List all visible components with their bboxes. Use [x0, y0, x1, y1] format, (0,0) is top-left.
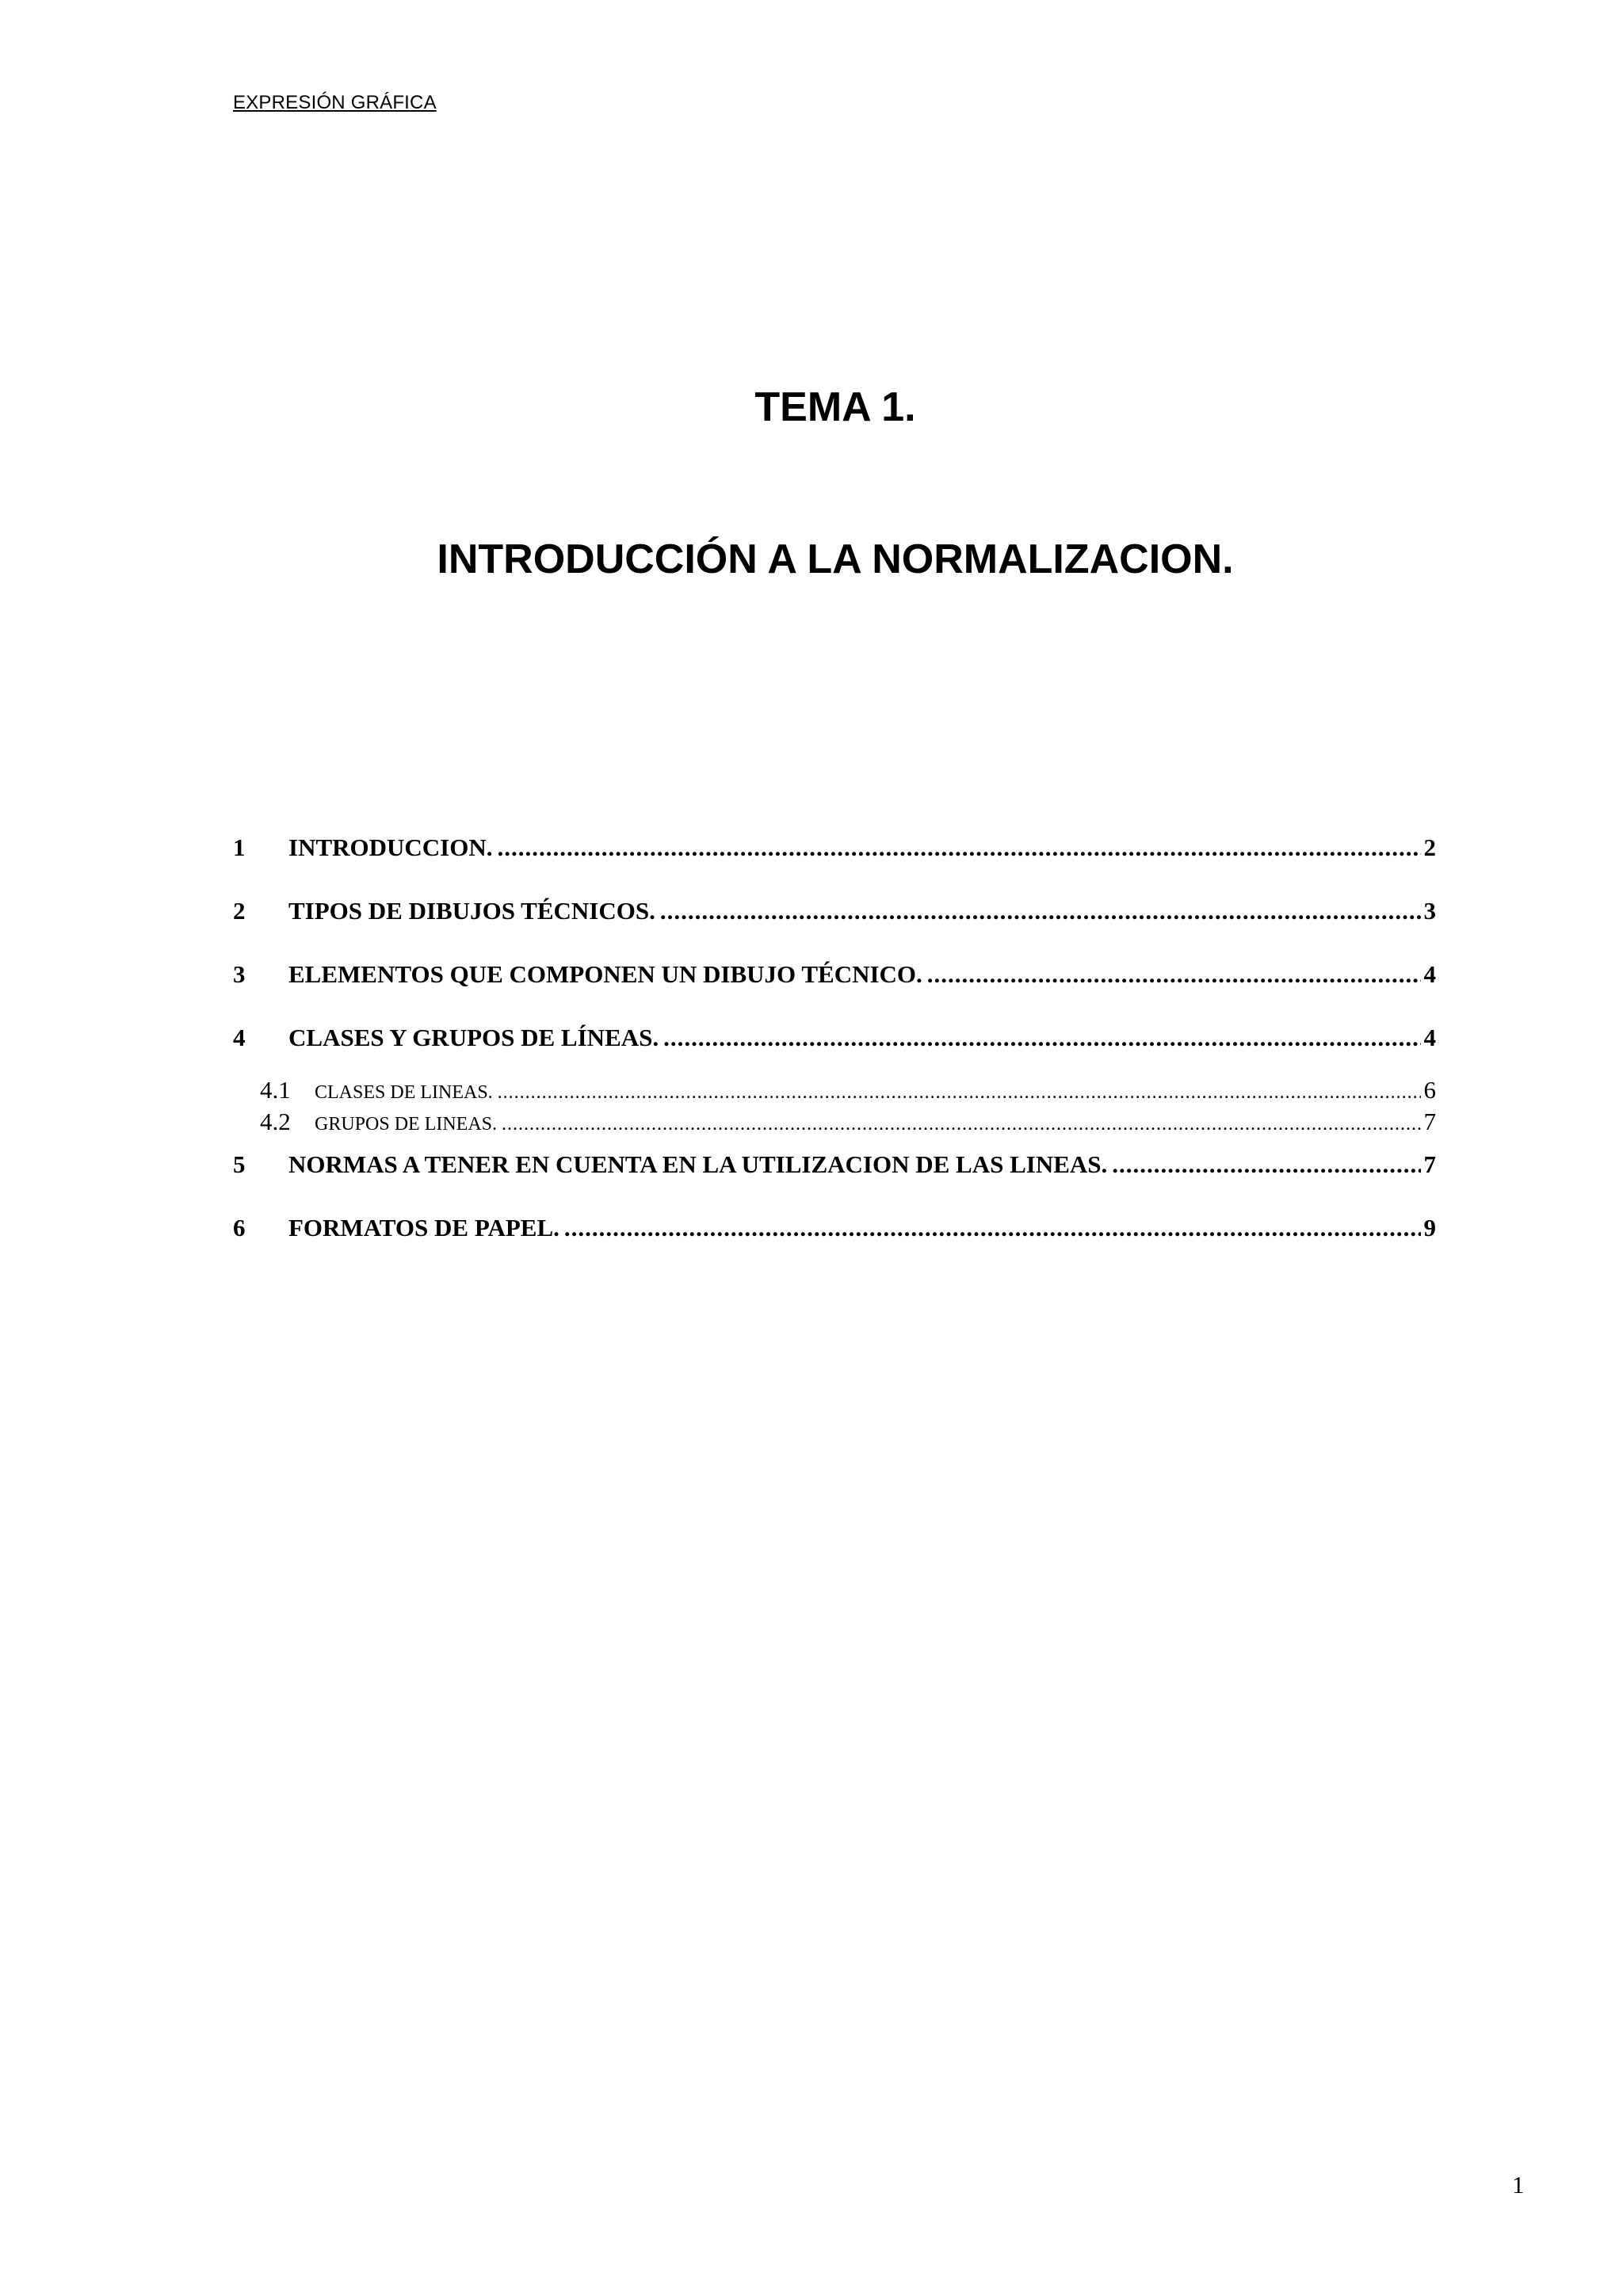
toc-entry-number: 5 [233, 1150, 246, 1178]
toc-entry-number: 4.2 [260, 1108, 291, 1135]
toc-dot-leader [498, 1082, 1421, 1104]
toc-entry-page: 9 [1423, 1214, 1436, 1241]
toc-entry-4[interactable] [233, 1024, 1436, 1052]
toc-entry-label: INTRODUCCION. [288, 833, 493, 861]
toc-entry-label: ELEMENTOS QUE COMPONEN UN DIBUJO TÉCNICO. [288, 960, 922, 988]
toc-dot-leader [663, 1024, 1420, 1052]
toc-entry-number: 1 [233, 833, 246, 861]
toc-entry-label: FORMATOS DE PAPEL. [288, 1214, 559, 1241]
toc-entry-label: NORMAS A TENER EN CUENTA EN LA UTILIZACION DE LAS LINEAS. [288, 1150, 1108, 1178]
toc-entry-3[interactable] [233, 960, 1436, 989]
toc-entry-label: GRUPOS DE LINEAS. [315, 1114, 498, 1135]
chapter-number-title: TEMA 1. [754, 384, 916, 430]
toc-entry-page: 7 [1423, 1108, 1436, 1135]
toc-entry-number: 4 [233, 1024, 246, 1051]
toc-entry-1[interactable] [233, 833, 1436, 862]
page-number: 1 [1512, 2171, 1525, 2199]
toc-entry-4-1[interactable] [233, 1076, 1436, 1104]
toc-entry-2[interactable] [233, 897, 1436, 925]
running-header: EXPRESIÓN GRÁFICA [233, 92, 437, 113]
toc-entry-page: 3 [1423, 897, 1436, 925]
toc-entry-4-2[interactable] [233, 1108, 1436, 1136]
toc-entry-label: TIPOS DE DIBUJOS TÉCNICOS. [288, 897, 655, 925]
toc-entry-page: 2 [1423, 833, 1436, 861]
toc-dot-leader [660, 897, 1421, 925]
chapter-title: INTRODUCCIÓN A LA NORMALIZACION. [437, 536, 1234, 582]
toc-entry-6[interactable] [233, 1214, 1436, 1242]
toc-entry-number: 6 [233, 1214, 246, 1241]
toc-entry-page: 4 [1423, 960, 1436, 988]
toc-entry-page: 6 [1423, 1076, 1436, 1104]
toc-entry-5[interactable] [233, 1150, 1436, 1179]
toc-dot-leader [564, 1214, 1421, 1242]
toc-entry-number: 3 [233, 960, 246, 988]
toc-entry-number: 2 [233, 897, 246, 925]
toc-dot-leader [498, 833, 1421, 862]
toc-entry-page: 7 [1423, 1150, 1436, 1178]
toc-entry-label: CLASES Y GRUPOS DE LÍNEAS. [288, 1024, 659, 1051]
toc-entry-page: 4 [1423, 1024, 1436, 1051]
toc-entry-number: 4.1 [260, 1076, 291, 1104]
toc-dot-leader [927, 960, 1421, 989]
toc-dot-leader [1112, 1150, 1420, 1179]
toc-dot-leader [502, 1114, 1420, 1135]
toc-entry-label: CLASES DE LINEAS. [315, 1082, 493, 1103]
